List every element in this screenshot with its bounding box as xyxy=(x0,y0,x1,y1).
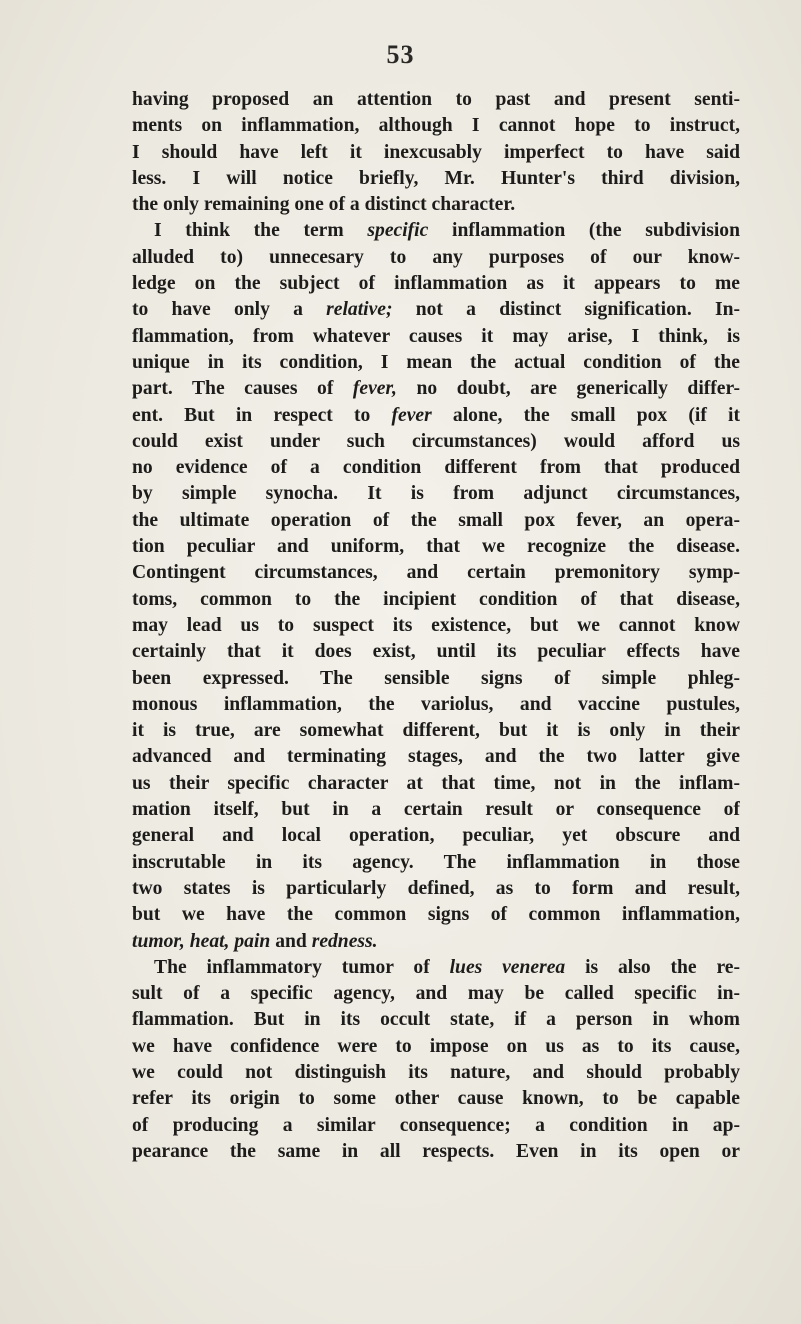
text-line xyxy=(132,1007,740,1033)
italic-text: specific xyxy=(367,220,429,242)
text-run: could exist under such circumstances) would afford us xyxy=(132,430,740,452)
text-line xyxy=(132,455,740,481)
text-line xyxy=(132,666,740,692)
text-run: I should have left it inexcusably imperfect to have said xyxy=(132,141,740,163)
text-line xyxy=(132,613,740,639)
text-run: having proposed an attention to past and present senti- xyxy=(132,89,740,110)
text-line xyxy=(132,560,740,586)
text-run: us their specific character at that time, not in the inflam- xyxy=(132,772,740,794)
text-run: is also the re- xyxy=(565,956,740,978)
text-line xyxy=(132,113,740,139)
text-line xyxy=(132,587,740,613)
italic-text: redness. xyxy=(311,930,378,952)
text-line xyxy=(132,639,740,665)
italic-text: relative; xyxy=(326,299,393,321)
text-run: tion peculiar and uniform, that we recognize the disease. xyxy=(132,536,740,558)
page-number: 53 xyxy=(386,40,415,69)
text-run: less. I will notice briefly, Mr. Hunter's third division, xyxy=(132,167,740,189)
text-line xyxy=(132,955,740,981)
text-line xyxy=(132,271,740,297)
text-run: the ultimate operation of the small pox fever, an opera- xyxy=(132,509,740,531)
text-line xyxy=(132,481,740,507)
text-run: inscrutable in its agency. The inflammation in those xyxy=(132,851,740,873)
text-line xyxy=(132,376,740,402)
text-run: monous inflammation, the variolus, and vaccine pustules, xyxy=(132,693,740,715)
text-run: mation itself, but in a certain result or consequence of xyxy=(132,799,740,821)
text-run: no doubt, are generically differ- xyxy=(396,378,740,400)
text-run: been expressed. The sensible signs of simple phleg- xyxy=(132,667,740,689)
text-line xyxy=(132,1113,740,1139)
italic-text: fever, xyxy=(352,378,397,400)
text-line xyxy=(132,140,740,166)
text-run: advanced and terminating stages, and the two latter give xyxy=(132,746,740,768)
text-run: The inflammatory tumor of xyxy=(154,956,450,978)
text-line xyxy=(132,929,740,955)
text-run: toms, common to the incipient condition of that disease, xyxy=(132,588,740,610)
text-line xyxy=(132,1034,740,1060)
text-run: alluded to) unnecesary to any purposes of our know- xyxy=(132,246,740,268)
text-line xyxy=(132,876,740,902)
text-line xyxy=(132,218,740,244)
text-run: part. The causes of xyxy=(132,378,353,400)
text-line xyxy=(132,245,740,271)
text-run: but we have the common signs of common inflammation, xyxy=(132,904,740,926)
text-run: no evidence of a condition different from that produced xyxy=(132,457,740,479)
text-line xyxy=(132,718,740,744)
text-run: refer its origin to some other cause known, to be capable xyxy=(132,1088,740,1110)
text-run: inflammation (the subdivision xyxy=(428,220,740,242)
text-run: two states is particularly defined, as to form and result, xyxy=(132,877,740,899)
text-run: we could not distinguish its nature, and should probably xyxy=(132,1061,740,1083)
text-run: general and local operation, peculiar, yet obscure and xyxy=(132,825,740,847)
text-run: not a distinct signification. In- xyxy=(392,299,740,321)
text-line xyxy=(132,192,740,218)
text-run: the only remaining one of a distinct character. xyxy=(132,194,516,216)
text-line xyxy=(132,981,740,1007)
italic-text: lues venerea xyxy=(449,956,566,978)
text-line xyxy=(132,1086,740,1112)
text-run: by simple synocha. It is from adjunct circumstances, xyxy=(132,483,740,505)
text-run: flammation, from whatever causes it may arise, I think, is xyxy=(132,325,740,347)
text-line xyxy=(132,744,740,770)
text-line xyxy=(132,771,740,797)
text-line xyxy=(132,429,740,455)
italic-text: fever xyxy=(391,404,432,426)
text-run: certainly that it does exist, until its peculiar effects have xyxy=(132,641,740,663)
text-run: to have only a xyxy=(132,299,327,321)
text-run: unique in its condition, I mean the actual condition of the xyxy=(132,351,740,373)
text-run: ments on inflammation, although I cannot hope to instruct, xyxy=(132,115,740,137)
text-run: I think the term xyxy=(154,220,368,242)
text-run: Contingent circumstances, and certain premonitory symp- xyxy=(132,562,740,584)
text-run: ent. But in respect to xyxy=(132,404,392,426)
italic-text: tumor, heat, pain xyxy=(132,930,271,952)
text-line xyxy=(132,324,740,350)
text-run: and xyxy=(270,930,312,952)
text-line xyxy=(132,297,740,323)
text-line xyxy=(132,902,740,928)
text-run: it is true, are somewhat different, but it is only in their xyxy=(132,720,740,742)
text-line xyxy=(132,534,740,560)
text-line xyxy=(132,823,740,849)
text-run: pearance the same in all respects. Even in its open or xyxy=(132,1140,740,1162)
text-line xyxy=(132,508,740,534)
text-run: ledge on the subject of inflammation as it appears to me xyxy=(132,273,740,295)
text-line xyxy=(132,166,740,192)
text-run: of producing a similar consequence; a condition in ap- xyxy=(132,1114,740,1136)
text-line xyxy=(132,1139,740,1165)
text-run: alone, the small pox (if it xyxy=(431,404,740,426)
text-line xyxy=(132,797,740,823)
text-line xyxy=(132,87,740,113)
text-line xyxy=(132,350,740,376)
text-line xyxy=(132,1060,740,1086)
text-line xyxy=(132,850,740,876)
text-run: we have confidence were to impose on us as to its cause, xyxy=(132,1035,740,1057)
body-text xyxy=(132,87,740,1165)
text-run: flammation. But in its occult state, if a person in whom xyxy=(132,1009,740,1031)
text-line xyxy=(132,692,740,718)
text-run: sult of a specific agency, and may be called specific in- xyxy=(132,983,740,1005)
text-line xyxy=(132,403,740,429)
text-run: may lead us to suspect its existence, but we cannot know xyxy=(132,614,740,636)
